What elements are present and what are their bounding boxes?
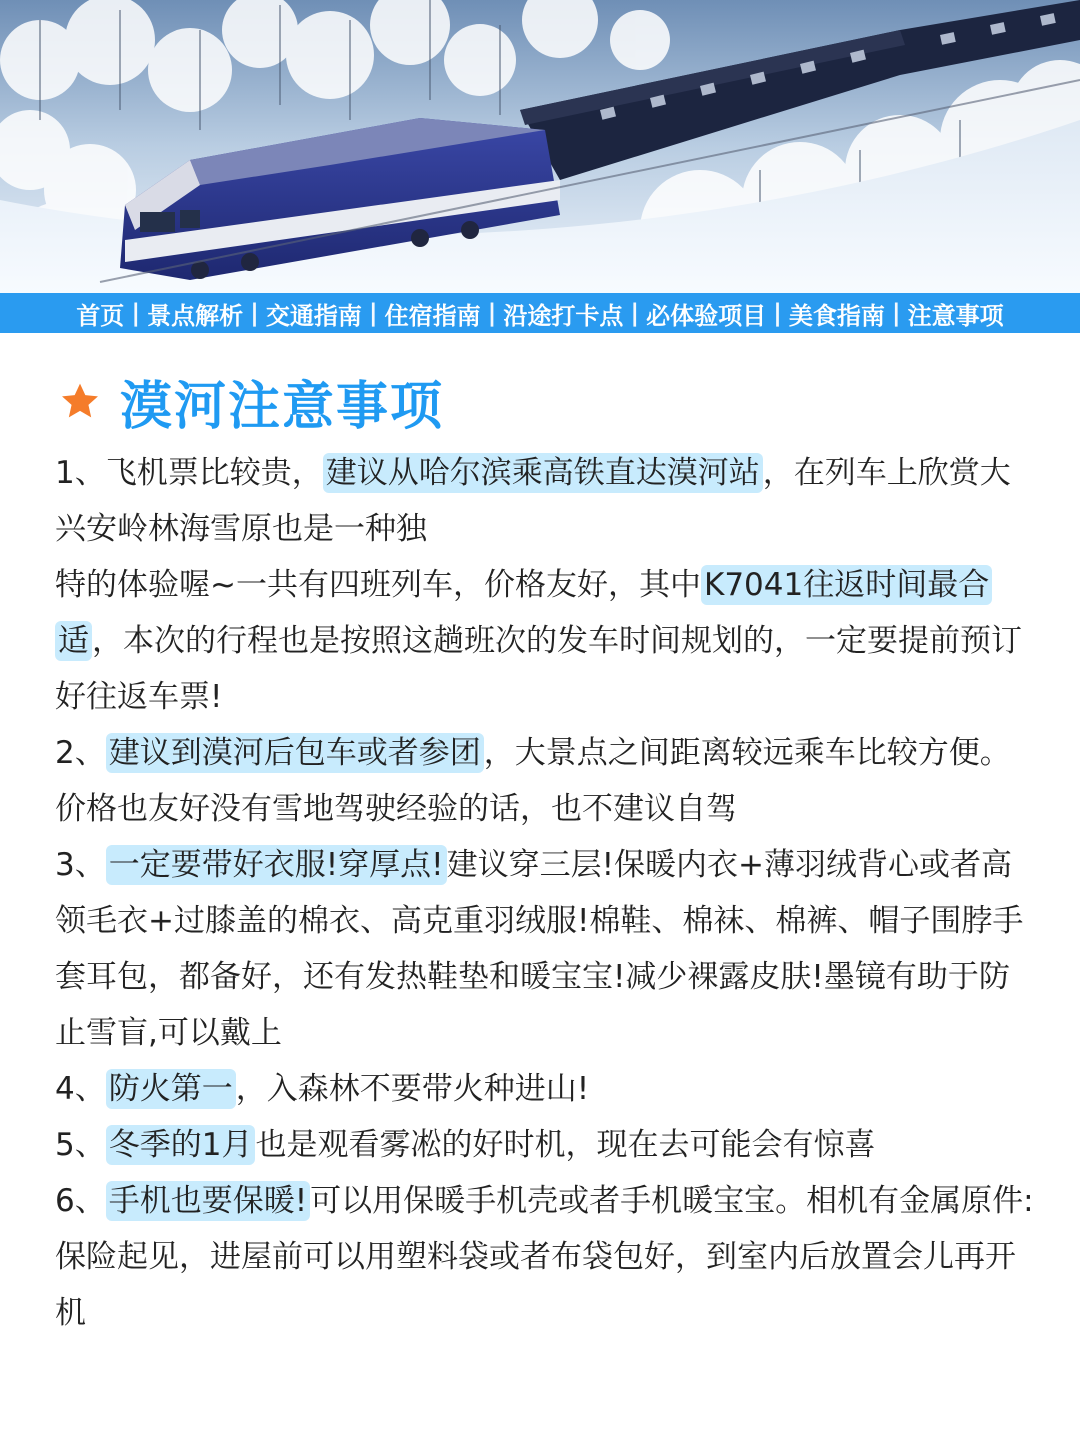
tip-item [55, 1173, 1035, 1341]
nav-separator: | [368, 299, 378, 327]
tip-text: 特的体验喔~一共有四班列车，价格友好，其中 [55, 567, 701, 603]
tip-item [55, 1117, 1035, 1173]
tip-highlight: 防火第一 [106, 1069, 236, 1109]
tip-item [55, 557, 1035, 725]
tip-highlight: 建议到漠河后包车或者参团 [106, 733, 484, 773]
section-header [58, 366, 444, 436]
nav-separator: | [891, 299, 901, 327]
snow-train-illustration [0, 0, 1080, 293]
nav-item-notes[interactable]: 注意事项 [907, 301, 1004, 330]
nav-separator: | [773, 299, 782, 327]
tip-text: ，本次的行程也是按照这趟班次的发车时间规划的，一定要提前预订好往返车票! [55, 623, 1022, 715]
page-title: 漠河注意事项 [120, 376, 445, 437]
nav-item-experiences[interactable]: 必体验项目 [646, 301, 767, 330]
tip-item [55, 445, 1035, 557]
tip-text: ，大景点之间距离较远乘车比较方便。价格也友好没有雪地驾驶经验的话，也不建议自驾 [55, 735, 1011, 827]
tip-item [55, 1061, 1035, 1117]
tip-highlight: 冬季的1月 [106, 1125, 256, 1165]
tip-number: 6、 [55, 1183, 106, 1219]
tip-highlight: 手机也要保暖! [106, 1181, 310, 1221]
tip-text: 建议穿三层!保暖内衣+薄羽绒背心或者高领毛衣+过膝盖的棉衣、高克重羽绒服!棉鞋、棉袜、棉裤、帽子围脖手套耳包，都备好，还有发热鞋垫和暖宝宝!减少裸露皮肤!墨镜有助于防止雪盲,可以戴上 [55, 847, 1024, 1051]
nav-item-checkin-spots[interactable]: 沿途打卡点 [503, 301, 624, 330]
tip-text: 也是观看雾凇的好时机，现在去可能会有惊喜 [255, 1127, 876, 1163]
tip-highlight: K7041往返时间最合适 [55, 565, 992, 661]
tip-number: 5、 [55, 1127, 106, 1163]
nav-separator: | [131, 299, 141, 327]
tips-list [55, 445, 1035, 1341]
nav-separator: | [630, 299, 640, 327]
tip-highlight: 一定要带好衣服!穿厚点! [106, 845, 447, 885]
nav-item-transport[interactable]: 交通指南 [265, 301, 362, 330]
hero-image [0, 0, 1080, 293]
star-icon [58, 379, 102, 423]
tip-text: ，入森林不要带火种进山! [235, 1071, 590, 1107]
tip-text: ，在列车上欣赏大兴安岭林海雪原也是一种独 [55, 455, 1011, 547]
tip-number: 4、 [55, 1071, 106, 1107]
nav-item-home[interactable]: 首页 [76, 301, 125, 330]
tip-number: 2、 [55, 735, 106, 771]
nav-item-lodging[interactable]: 住宿指南 [384, 301, 481, 330]
nav-item-attractions[interactable]: 景点解析 [147, 301, 244, 330]
nav-separator: | [250, 299, 259, 327]
tip-text: 可以用保暖手机壳或者手机暖宝宝。相机有金属原件:保险起见，进屋前可以用塑料袋或者布袋包好，到室内后放置会儿再开机 [55, 1183, 1034, 1331]
tip-item [55, 725, 1035, 837]
tip-number: 1、 [55, 455, 106, 491]
nav-bar [0, 293, 1080, 333]
tip-highlight: 建议从哈尔滨乘高铁直达漠河站 [323, 453, 763, 493]
nav-item-food[interactable]: 美食指南 [788, 301, 885, 330]
tip-number: 3、 [55, 847, 106, 883]
tip-text: 飞机票比较贵， [105, 455, 323, 491]
tip-item [55, 837, 1035, 1061]
nav-separator: | [487, 299, 497, 327]
